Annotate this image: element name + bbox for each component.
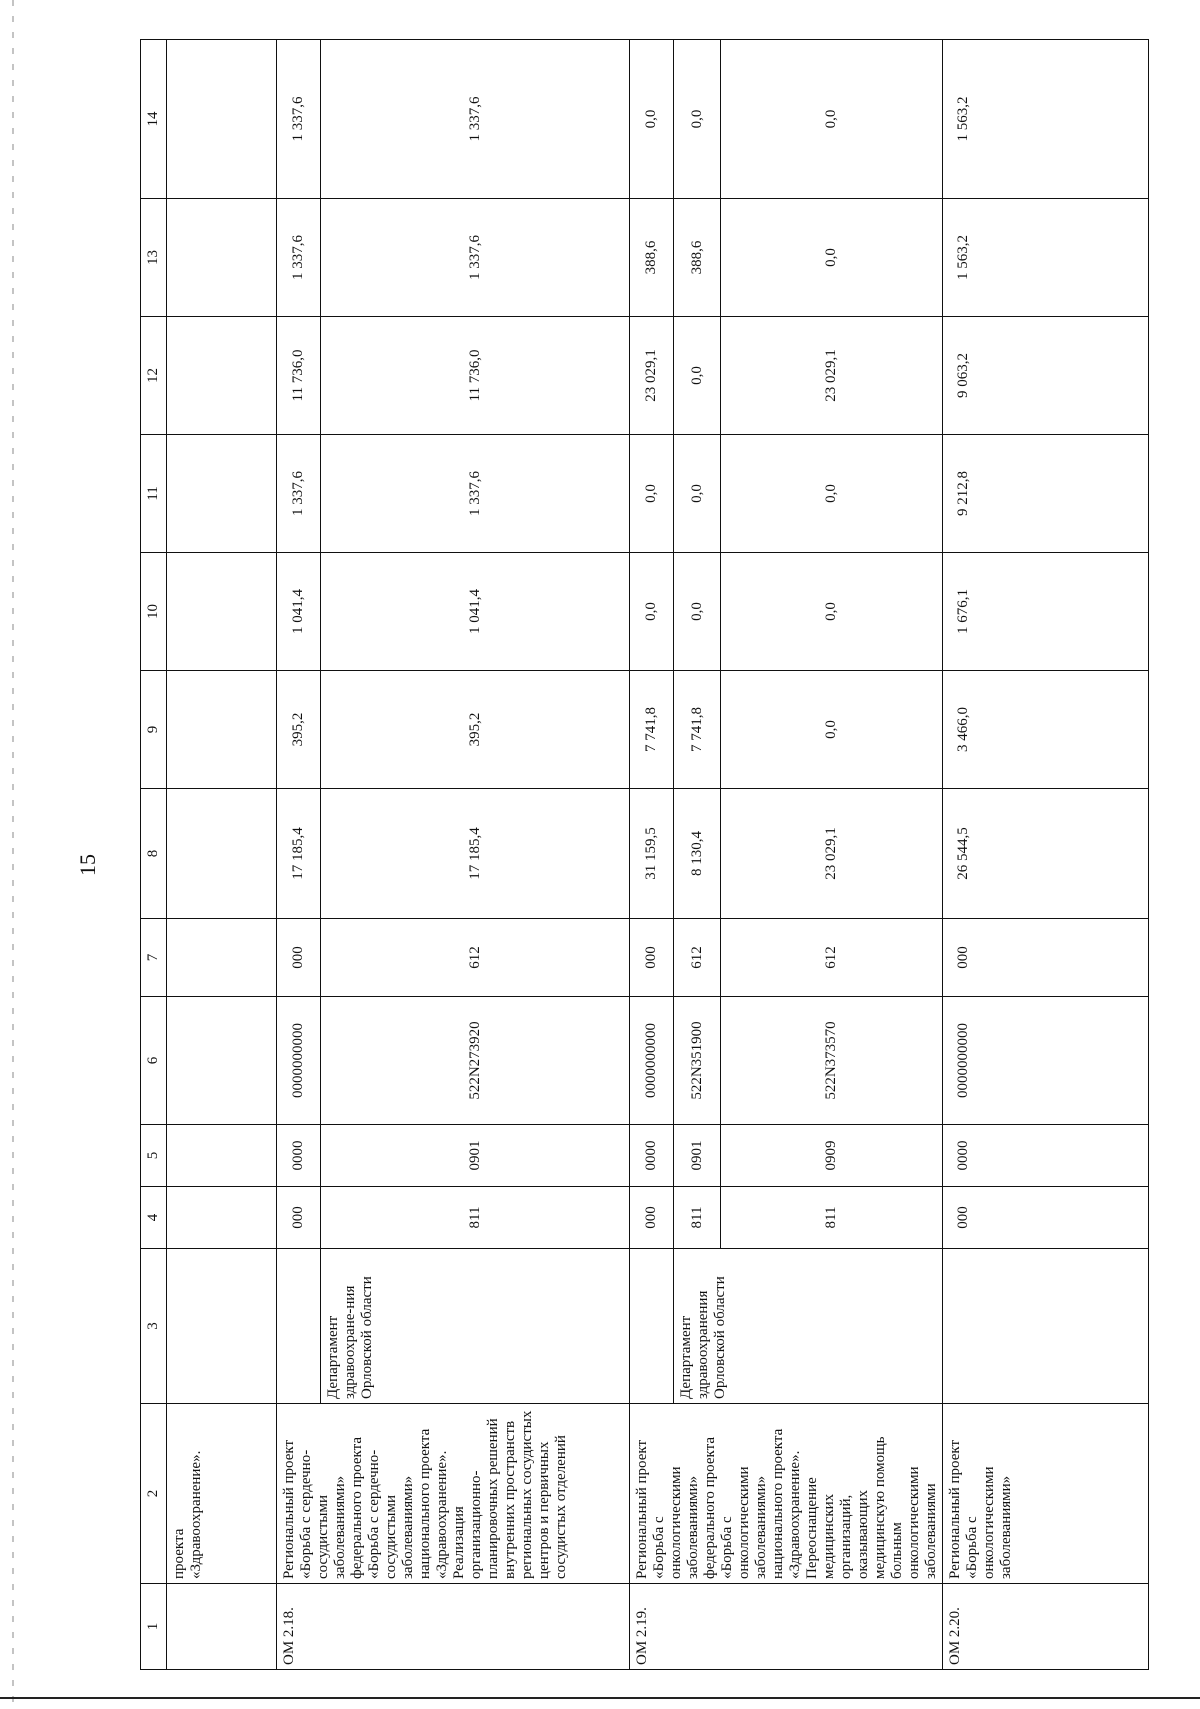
value-cell: 000 [943,919,1149,997]
department-name: Департамент здравоохране-ния Орловской области [321,1249,630,1404]
table-cell [167,40,277,199]
value-cell: 395,2 [277,671,321,789]
value-cell: 388,6 [630,199,674,317]
col-header: 13 [141,199,167,317]
om-code: ОМ 2.20. [943,1584,1149,1670]
col-header: 8 [141,789,167,919]
value-cell: 31 159,5 [630,789,674,919]
scan-bottom-edge [0,1697,1200,1699]
table-cell [167,1584,277,1670]
value-cell: 1 337,6 [321,435,630,553]
value-cell: 0,0 [721,435,943,553]
header-row [141,40,167,1670]
col-header: 14 [141,40,167,199]
value-cell: 0,0 [721,671,943,789]
col-header: 11 [141,435,167,553]
page-number: 15 [75,854,100,876]
om-code: ОМ 2.18. [277,1584,630,1670]
value-cell: 0,0 [674,435,721,553]
value-cell: 26 544,5 [943,789,1149,919]
value-cell: 9 063,2 [943,317,1149,435]
value-cell: 23 029,1 [630,317,674,435]
table-row-om220-total [943,40,1149,1670]
value-cell: 000 [277,1187,321,1249]
value-cell: 1 676,1 [943,553,1149,671]
value-cell: 0000 [943,1125,1149,1187]
value-cell: 7 741,8 [630,671,674,789]
value-cell: 17 185,4 [277,789,321,919]
table-cell [167,317,277,435]
table-cell [167,199,277,317]
value-cell: 0,0 [630,435,674,553]
value-cell: 1 337,6 [321,40,630,199]
value-cell: 612 [721,919,943,997]
value-cell: 1 337,6 [277,199,321,317]
om-name: Региональный проект «Борьба с онкологическими заболеваниями» [943,1404,1149,1584]
value-cell: 11 736,0 [277,317,321,435]
value-cell: 7 741,8 [674,671,721,789]
table-cell [167,997,277,1125]
value-cell: 811 [674,1187,721,1249]
value-cell: 1 563,2 [943,199,1149,317]
value-cell: 17 185,4 [321,789,630,919]
table-cell [167,1187,277,1249]
value-cell: 11 736,0 [321,317,630,435]
value-cell: 0,0 [630,40,674,199]
value-cell: 0000000000 [630,997,674,1125]
value-cell: 0000 [630,1125,674,1187]
value-cell: 23 029,1 [721,789,943,919]
table-cell [167,435,277,553]
value-cell: 0901 [321,1125,630,1187]
value-cell: 1 041,4 [321,553,630,671]
value-cell: 000 [630,1187,674,1249]
col-header: 4 [141,1187,167,1249]
om-name: Региональный проект «Борьба с онкологическими заболеваниями» федерального проекта «Борьба с онкологическими заболеваниями» национального проекта «Здравоохранение». Переоснащение медицинских организаций, оказывающих медицинскую помощь больным онкологическими заболеваниями [630,1404,943,1584]
value-cell: 522N273920 [321,997,630,1125]
continuation-text: проекта «Здравоохранение». [167,1404,277,1584]
value-cell: 0,0 [721,40,943,199]
value-cell: 811 [721,1187,943,1249]
value-cell: 23 029,1 [721,317,943,435]
budget-table [140,39,1149,1670]
value-cell: 0,0 [674,40,721,199]
table-cell [943,1249,1149,1404]
rotated-table-container [140,40,1145,1670]
table-cell [167,919,277,997]
value-cell: 0901 [674,1125,721,1187]
value-cell: 388,6 [674,199,721,317]
table-cell [167,1249,277,1404]
value-cell: 0000 [277,1125,321,1187]
col-header: 6 [141,997,167,1125]
table-cell [167,789,277,919]
value-cell: 8 130,4 [674,789,721,919]
value-cell: 522N351900 [674,997,721,1125]
value-cell: 522N373570 [721,997,943,1125]
table-cell [167,671,277,789]
col-header: 9 [141,671,167,789]
col-header: 3 [141,1249,167,1404]
value-cell: 0,0 [630,553,674,671]
value-cell: 395,2 [321,671,630,789]
table-row-om218-total [277,40,321,1670]
value-cell: 000 [630,919,674,997]
department-name: Департамент здравоохранения Орловской области [674,1249,943,1404]
scan-edge-mark [12,0,14,1709]
table-cell [630,1249,674,1404]
col-header: 7 [141,919,167,997]
om-code: ОМ 2.19. [630,1584,943,1670]
col-header: 1 [141,1584,167,1670]
value-cell: 1 563,2 [943,40,1149,199]
value-cell: 1 041,4 [277,553,321,671]
table-cell [277,1249,321,1404]
col-header: 5 [141,1125,167,1187]
value-cell: 0,0 [721,553,943,671]
value-cell: 3 466,0 [943,671,1149,789]
value-cell: 9 212,8 [943,435,1149,553]
value-cell: 000 [277,919,321,997]
value-cell: 0,0 [674,553,721,671]
table-row-continuation [167,40,277,1670]
col-header: 10 [141,553,167,671]
value-cell: 0,0 [721,199,943,317]
value-cell: 000 [943,1187,1149,1249]
value-cell: 612 [674,919,721,997]
table-cell [167,1125,277,1187]
value-cell: 811 [321,1187,630,1249]
value-cell: 612 [321,919,630,997]
value-cell: 0909 [721,1125,943,1187]
value-cell: 1 337,6 [321,199,630,317]
table-row-om219-total [630,40,674,1670]
col-header: 2 [141,1404,167,1584]
om-name: Региональный проект «Борьба с сердечно-сосудистыми заболеваниями» федерального проекта «Борьба с сердечно-сосудистыми заболеваниями» национального проекта «Здравоохранение». Реализация организационно-планировочных решений внутренних пространств региональных сосудистых центров и первичных сосудистых отделений [277,1404,630,1584]
value-cell: 1 337,6 [277,435,321,553]
value-cell: 1 337,6 [277,40,321,199]
col-header: 12 [141,317,167,435]
value-cell: 0000000000 [943,997,1149,1125]
value-cell: 0,0 [674,317,721,435]
table-cell [167,553,277,671]
value-cell: 0000000000 [277,997,321,1125]
